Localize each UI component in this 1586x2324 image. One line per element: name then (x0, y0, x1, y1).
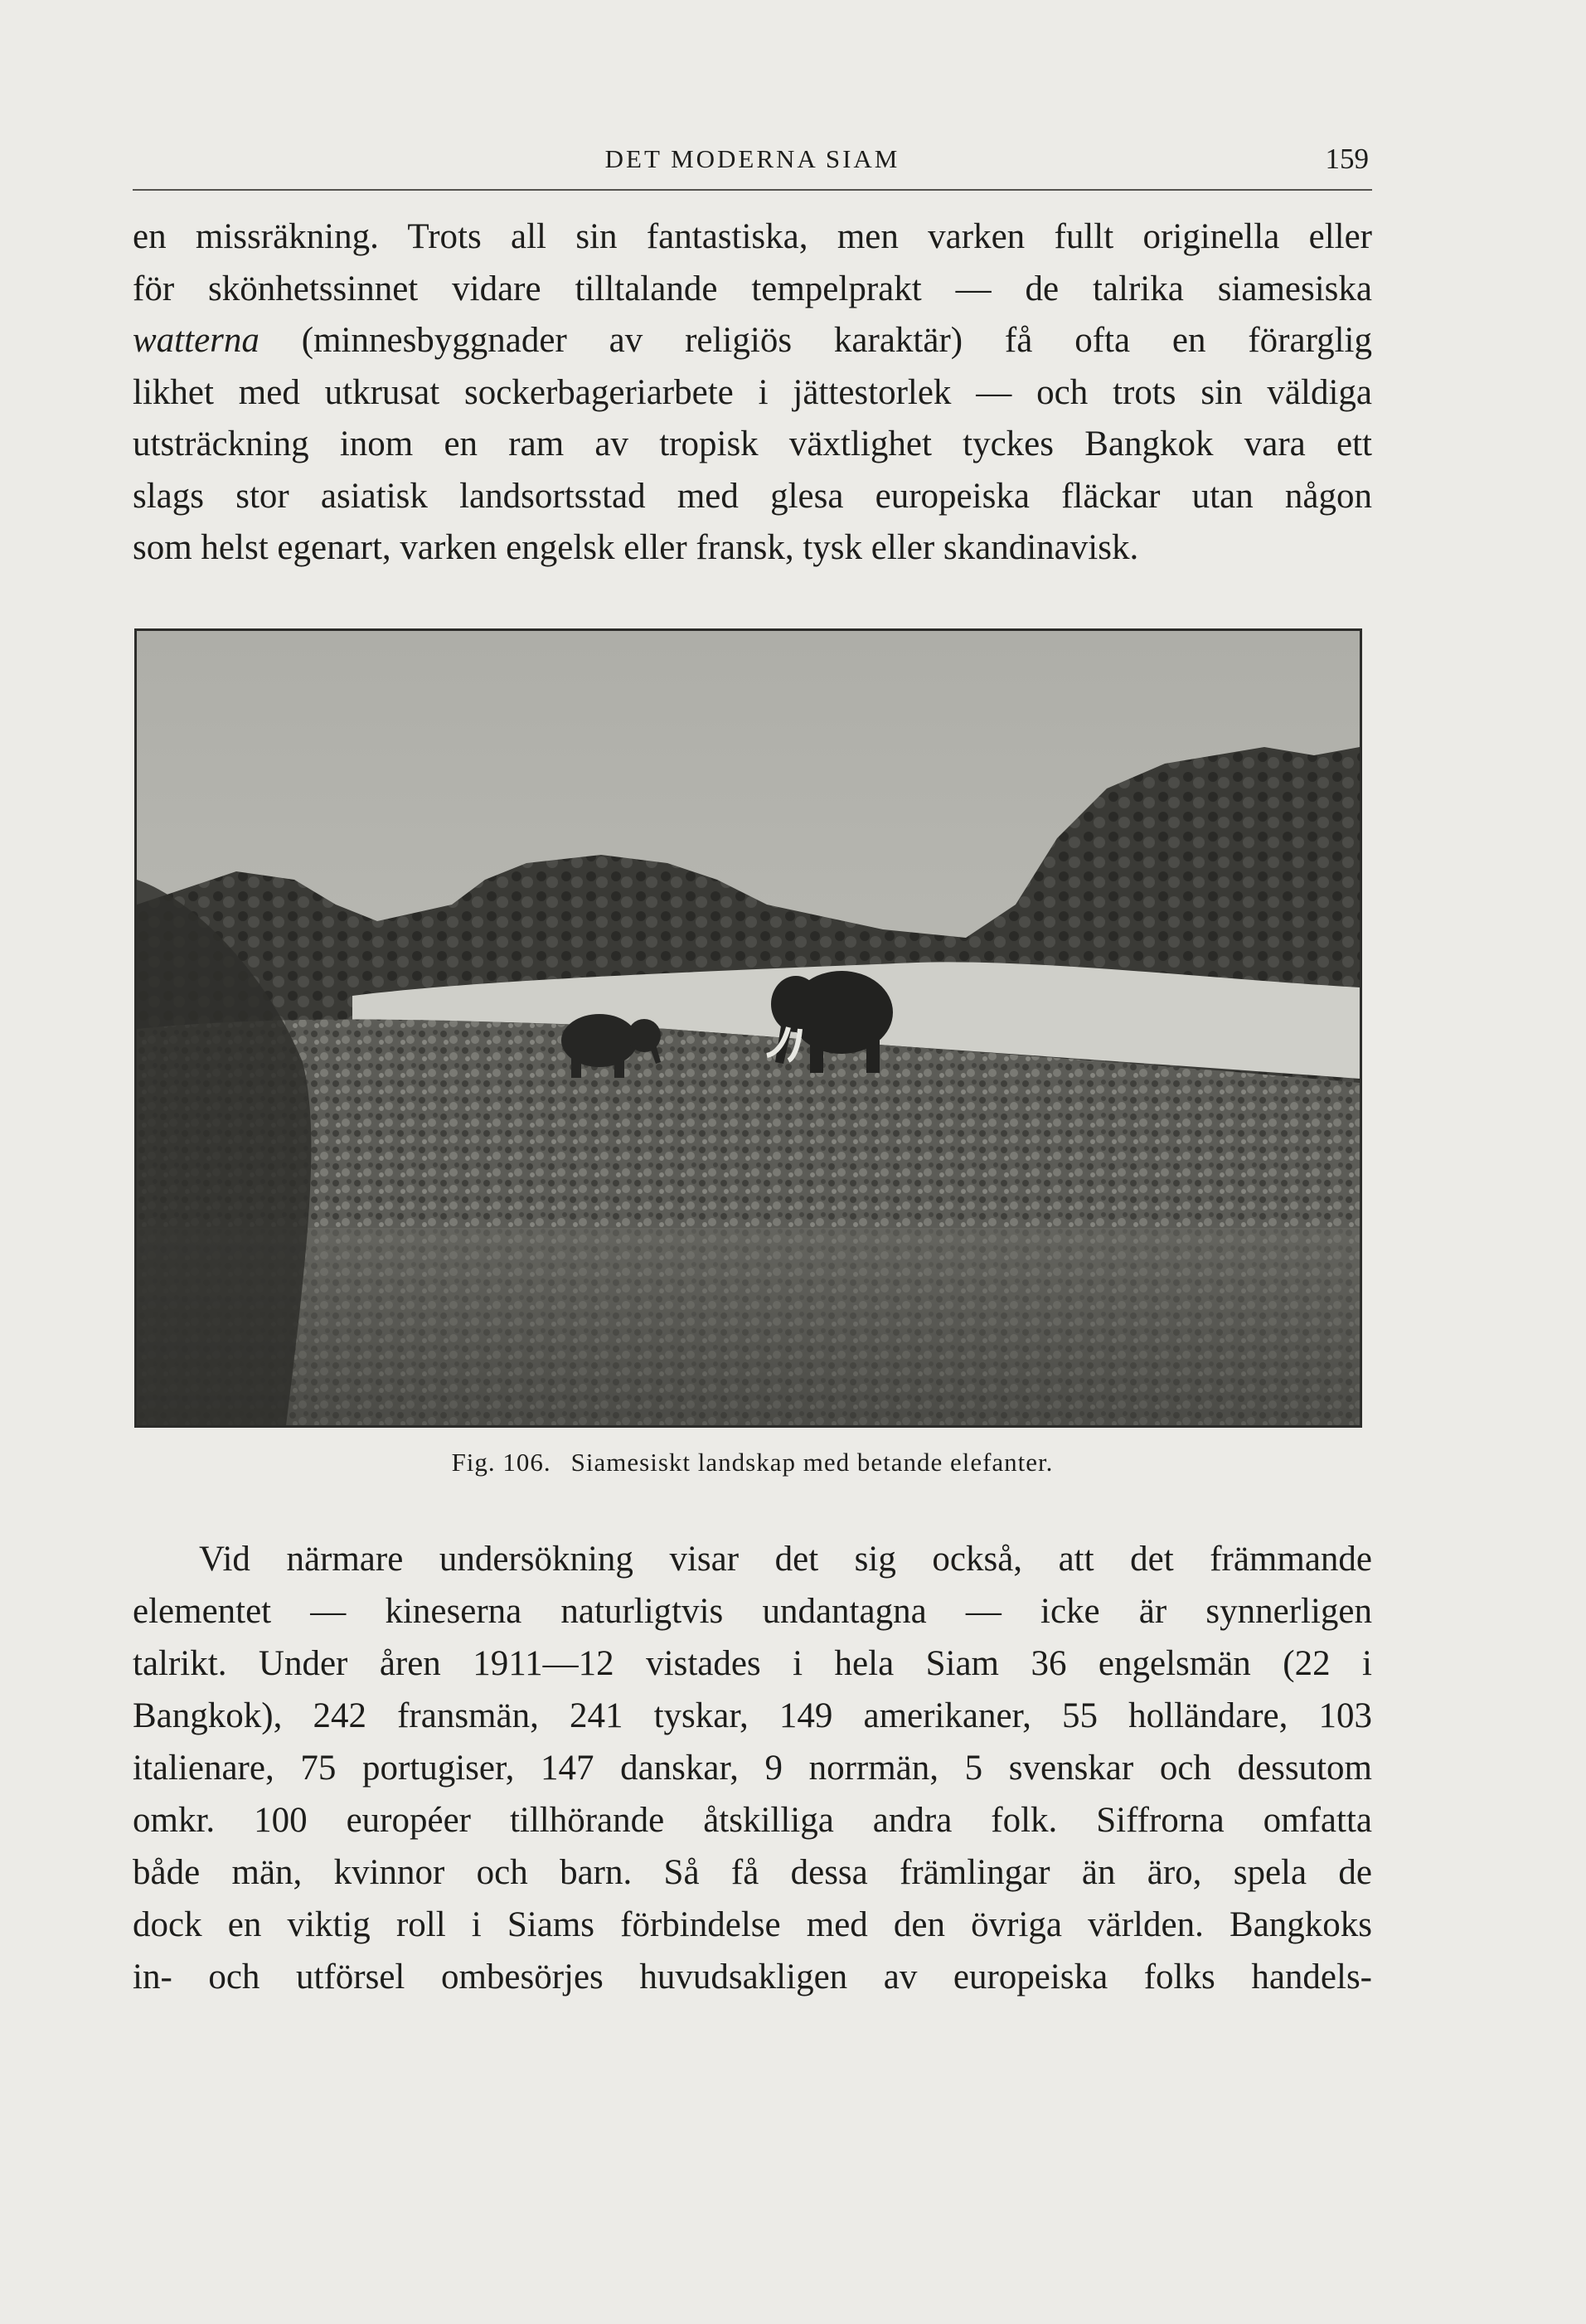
paragraph-2-line-4: Bangkok), 242 fransmän, 241 tyskar, 149 amerikaner, 55 holländare, 103 (133, 1696, 1372, 1735)
paragraph-1-line-3-text: (minnesbyggnader av religiös karaktär) få ofta en förarglig (301, 321, 1373, 360)
paragraph-1-line-4: likhet med utkrusat sockerbageriarbete i jättestorlek — och trots sin väldiga (133, 372, 1372, 412)
paragraph-1-line-2: för skönhetssinnet vidare tilltalande tempelprakt — de talrika siamesiska (133, 269, 1372, 308)
foreground-shadow (137, 1228, 1360, 1425)
caption-text: Siamesiskt landskap med betande elefanter. (570, 1448, 1054, 1477)
paragraph-2-line-8: dock en viktig roll i Siams förbindelse med den övriga världen. Bangkoks (133, 1905, 1372, 1944)
paragraph-2-line-7: både män, kvinnor och barn. Så få dessa främlingar än äro, spela de (133, 1853, 1372, 1892)
figure-number: Fig. 106. (451, 1448, 551, 1477)
paragraph-1-line-7: som helst egenart, varken engelsk eller fransk, tysk eller skandinavisk. (133, 528, 1139, 567)
paragraph-1-line-1: en missräkning. Trots all sin fantastiska, men varken fullt originella eller (133, 217, 1372, 256)
paragraph-2 (133, 1533, 1372, 2003)
paragraph-1-line-3 (133, 315, 1372, 367)
page-number: 159 (1325, 143, 1369, 175)
paragraph-2-line-9: in- och utförsel ombesörjes huvudsakligen av europeiska folks handels- (133, 1958, 1372, 1997)
page-header (133, 139, 1372, 191)
paragraph-1 (133, 211, 1372, 575)
paragraph-2-line-3: talrikt. Under åren 1911—12 vistades i hela Siam 36 engelsmän (22 i (133, 1644, 1372, 1683)
figure-photograph (134, 628, 1362, 1428)
figure-caption (133, 1448, 1372, 1477)
paragraph-2-line-5: italienare, 75 portugiser, 147 danskar, 9 norrmän, 5 svenskar och dessutom (133, 1749, 1372, 1788)
paragraph-1-line-5: utsträckning inom en ram av tropisk växtlighet tyckes Bangkok vara ett (133, 425, 1372, 463)
paragraph-2-line-2: elementet — kineserna naturligtvis undantagna — icke är synnerligen (133, 1592, 1372, 1631)
paragraph-2-line-6: omkr. 100 européer tillhörande åtskilliga andra folk. Siffrorna omfatta (133, 1801, 1372, 1840)
running-title: DET MODERNA SIAM (604, 144, 900, 173)
elephant-landscape-photo-icon (137, 631, 1360, 1425)
paragraph-1-line-6: slags stor asiatisk landsortsstad med glesa europeiska fläckar utan någon (133, 476, 1372, 516)
italic-term-watterna: watterna (133, 321, 259, 360)
paragraph-2-line-1: Vid närmare undersökning visar det sig också, att det främmande (199, 1540, 1372, 1579)
